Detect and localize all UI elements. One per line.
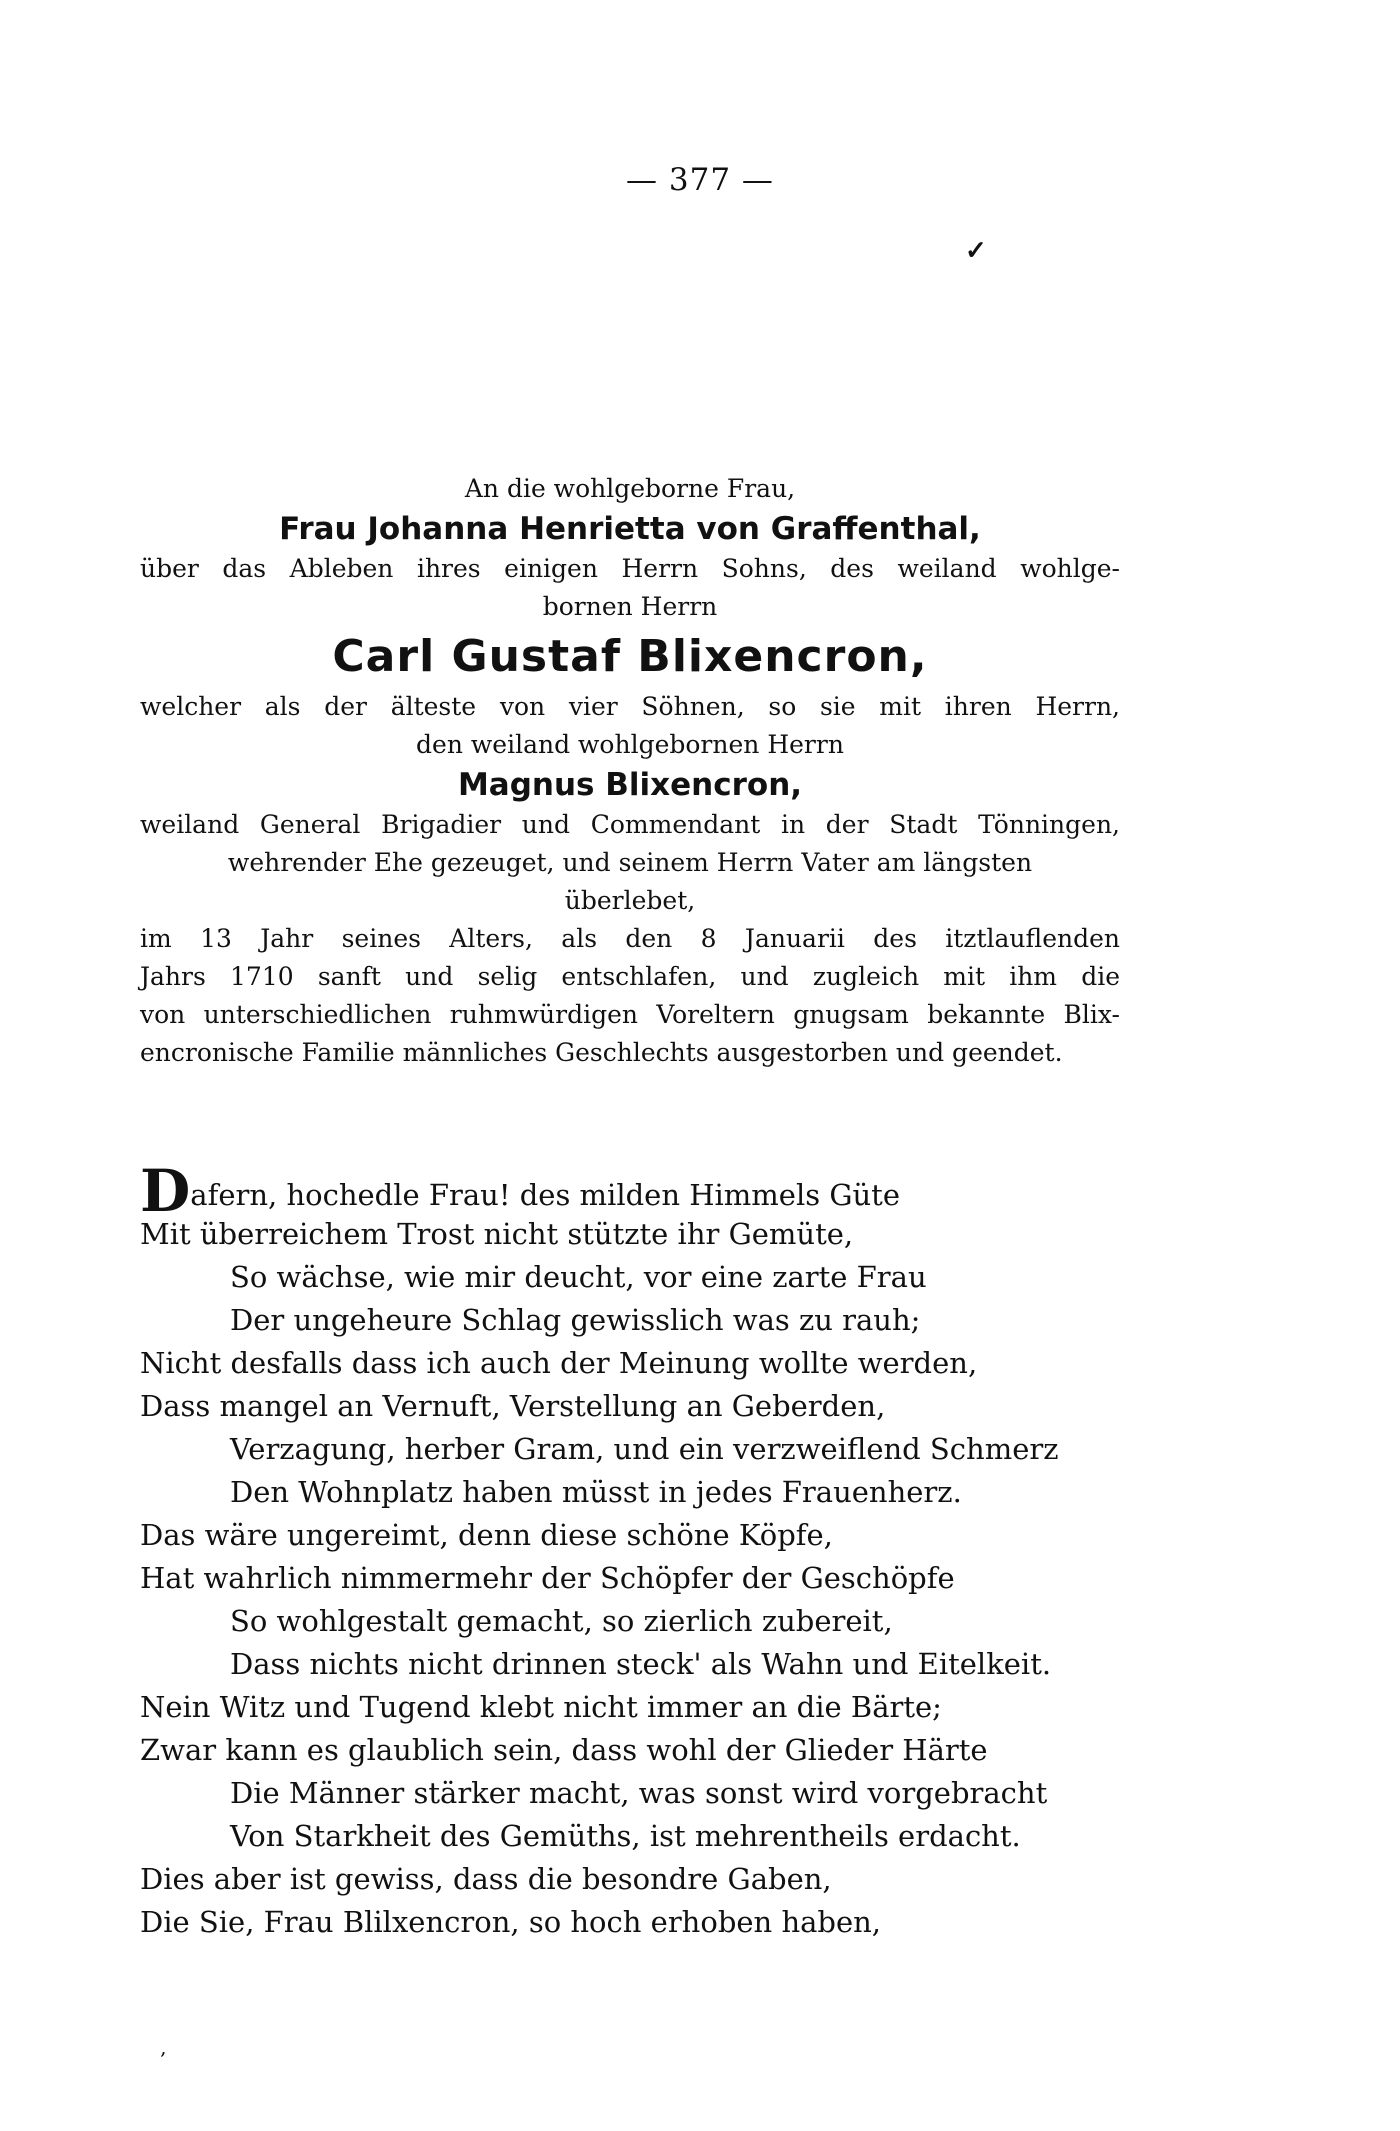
poem-line: Verzagung, herber Gram, und ein verzweiflend Schmerz: [230, 1432, 1059, 1466]
death-line-4: encronische Familie männliches Geschlechts ausgestorben und geendet.: [140, 1038, 1063, 1067]
poem-line: Von Starkheit des Gemüths, ist mehrentheils erdacht.: [230, 1819, 1021, 1853]
detail-line-2: den weiland wohlgebornen Herrn: [416, 730, 844, 759]
poem-line: [140, 1157, 1130, 1225]
addressee-line-1: An die wohlgeborne Frau,: [464, 474, 796, 503]
death-line-3: von unterschiedlichen ruhmwürdigen Voreltern gnugsam bekannte Blix-: [140, 1000, 1120, 1029]
detail-line-1: welcher als der älteste von vier Söhnen, so sie mit ihren Herrn,: [140, 692, 1120, 721]
death-line-2: Jahrs 1710 sanft und selig entschlafen, und zugleich mit ihm die: [140, 962, 1120, 991]
poem-line: Den Wohnplatz haben müsst in jedes Frauenherz.: [230, 1475, 962, 1509]
deceased-name: Carl Gustaf Blixencron,: [332, 631, 928, 682]
smudge-mark: ‚: [160, 2035, 167, 2059]
poem-line-text: afern, hochedle Frau! des milden Himmels Güte: [190, 1178, 900, 1212]
poem: [140, 1157, 1130, 1944]
poem-line: Dass nichts nicht drinnen steck' als Wahn und Eitelkeit.: [230, 1647, 1052, 1681]
dedication-header: [140, 470, 1120, 1072]
poem-line: Dass mangel an Vernuft, Verstellung an Geberden,: [140, 1389, 886, 1423]
death-line-1: im 13 Jahr seines Alters, als den 8 Januarii des itztlauflenden: [140, 924, 1120, 953]
poem-line: So wächse, wie mir deucht, vor eine zarte Frau: [230, 1260, 927, 1294]
handwritten-mark: ✓: [965, 236, 987, 266]
poem-line: Die Sie, Frau Blilxencron, so hoch erhoben haben,: [140, 1905, 882, 1939]
poem-line: Zwar kann es glaublich sein, dass wohl der Glieder Härte: [140, 1733, 988, 1767]
poem-line: Dies aber ist gewiss, dass die besondre Gaben,: [140, 1862, 832, 1896]
addressee-name: Frau Johanna Henrietta von Graffenthal,: [279, 511, 981, 547]
page-number: — 377 —: [626, 162, 774, 198]
poem-line: Der ungeheure Schlag gewisslich was zu rauh;: [230, 1303, 921, 1337]
poem-line: Die Männer stärker macht, was sonst wird vorgebracht: [230, 1776, 1048, 1810]
poem-line: Das wäre ungereimt, denn diese schöne Köpfe,: [140, 1518, 833, 1552]
father-line-3: überlebet,: [564, 886, 696, 915]
occasion-line-1: über das Ableben ihres einigen Herrn Sohns, des weiland wohlge-: [140, 554, 1120, 583]
poem-line: Mit überreichem Trost nicht stützte ihr Gemüte,: [140, 1217, 854, 1251]
occasion-line-2: bornen Herrn: [542, 592, 718, 621]
poem-line: Nicht desfalls dass ich auch der Meinung wollte werden,: [140, 1346, 978, 1380]
drop-cap: D: [140, 1157, 191, 1225]
father-line-2: wehrender Ehe gezeuget, und seinem Herrn Vater am längsten: [227, 848, 1033, 877]
poem-line: So wohlgestalt gemacht, so zierlich zubereit,: [230, 1604, 893, 1638]
father-line-1: weiland General Brigadier und Commendant in der Stadt Tönningen,: [140, 810, 1120, 839]
poem-line: Nein Witz und Tugend klebt nicht immer an die Bärte;: [140, 1690, 942, 1724]
father-name: Magnus Blixencron,: [457, 767, 803, 803]
poem-line: Hat wahrlich nimmermehr der Schöpfer der Geschöpfe: [140, 1561, 955, 1595]
